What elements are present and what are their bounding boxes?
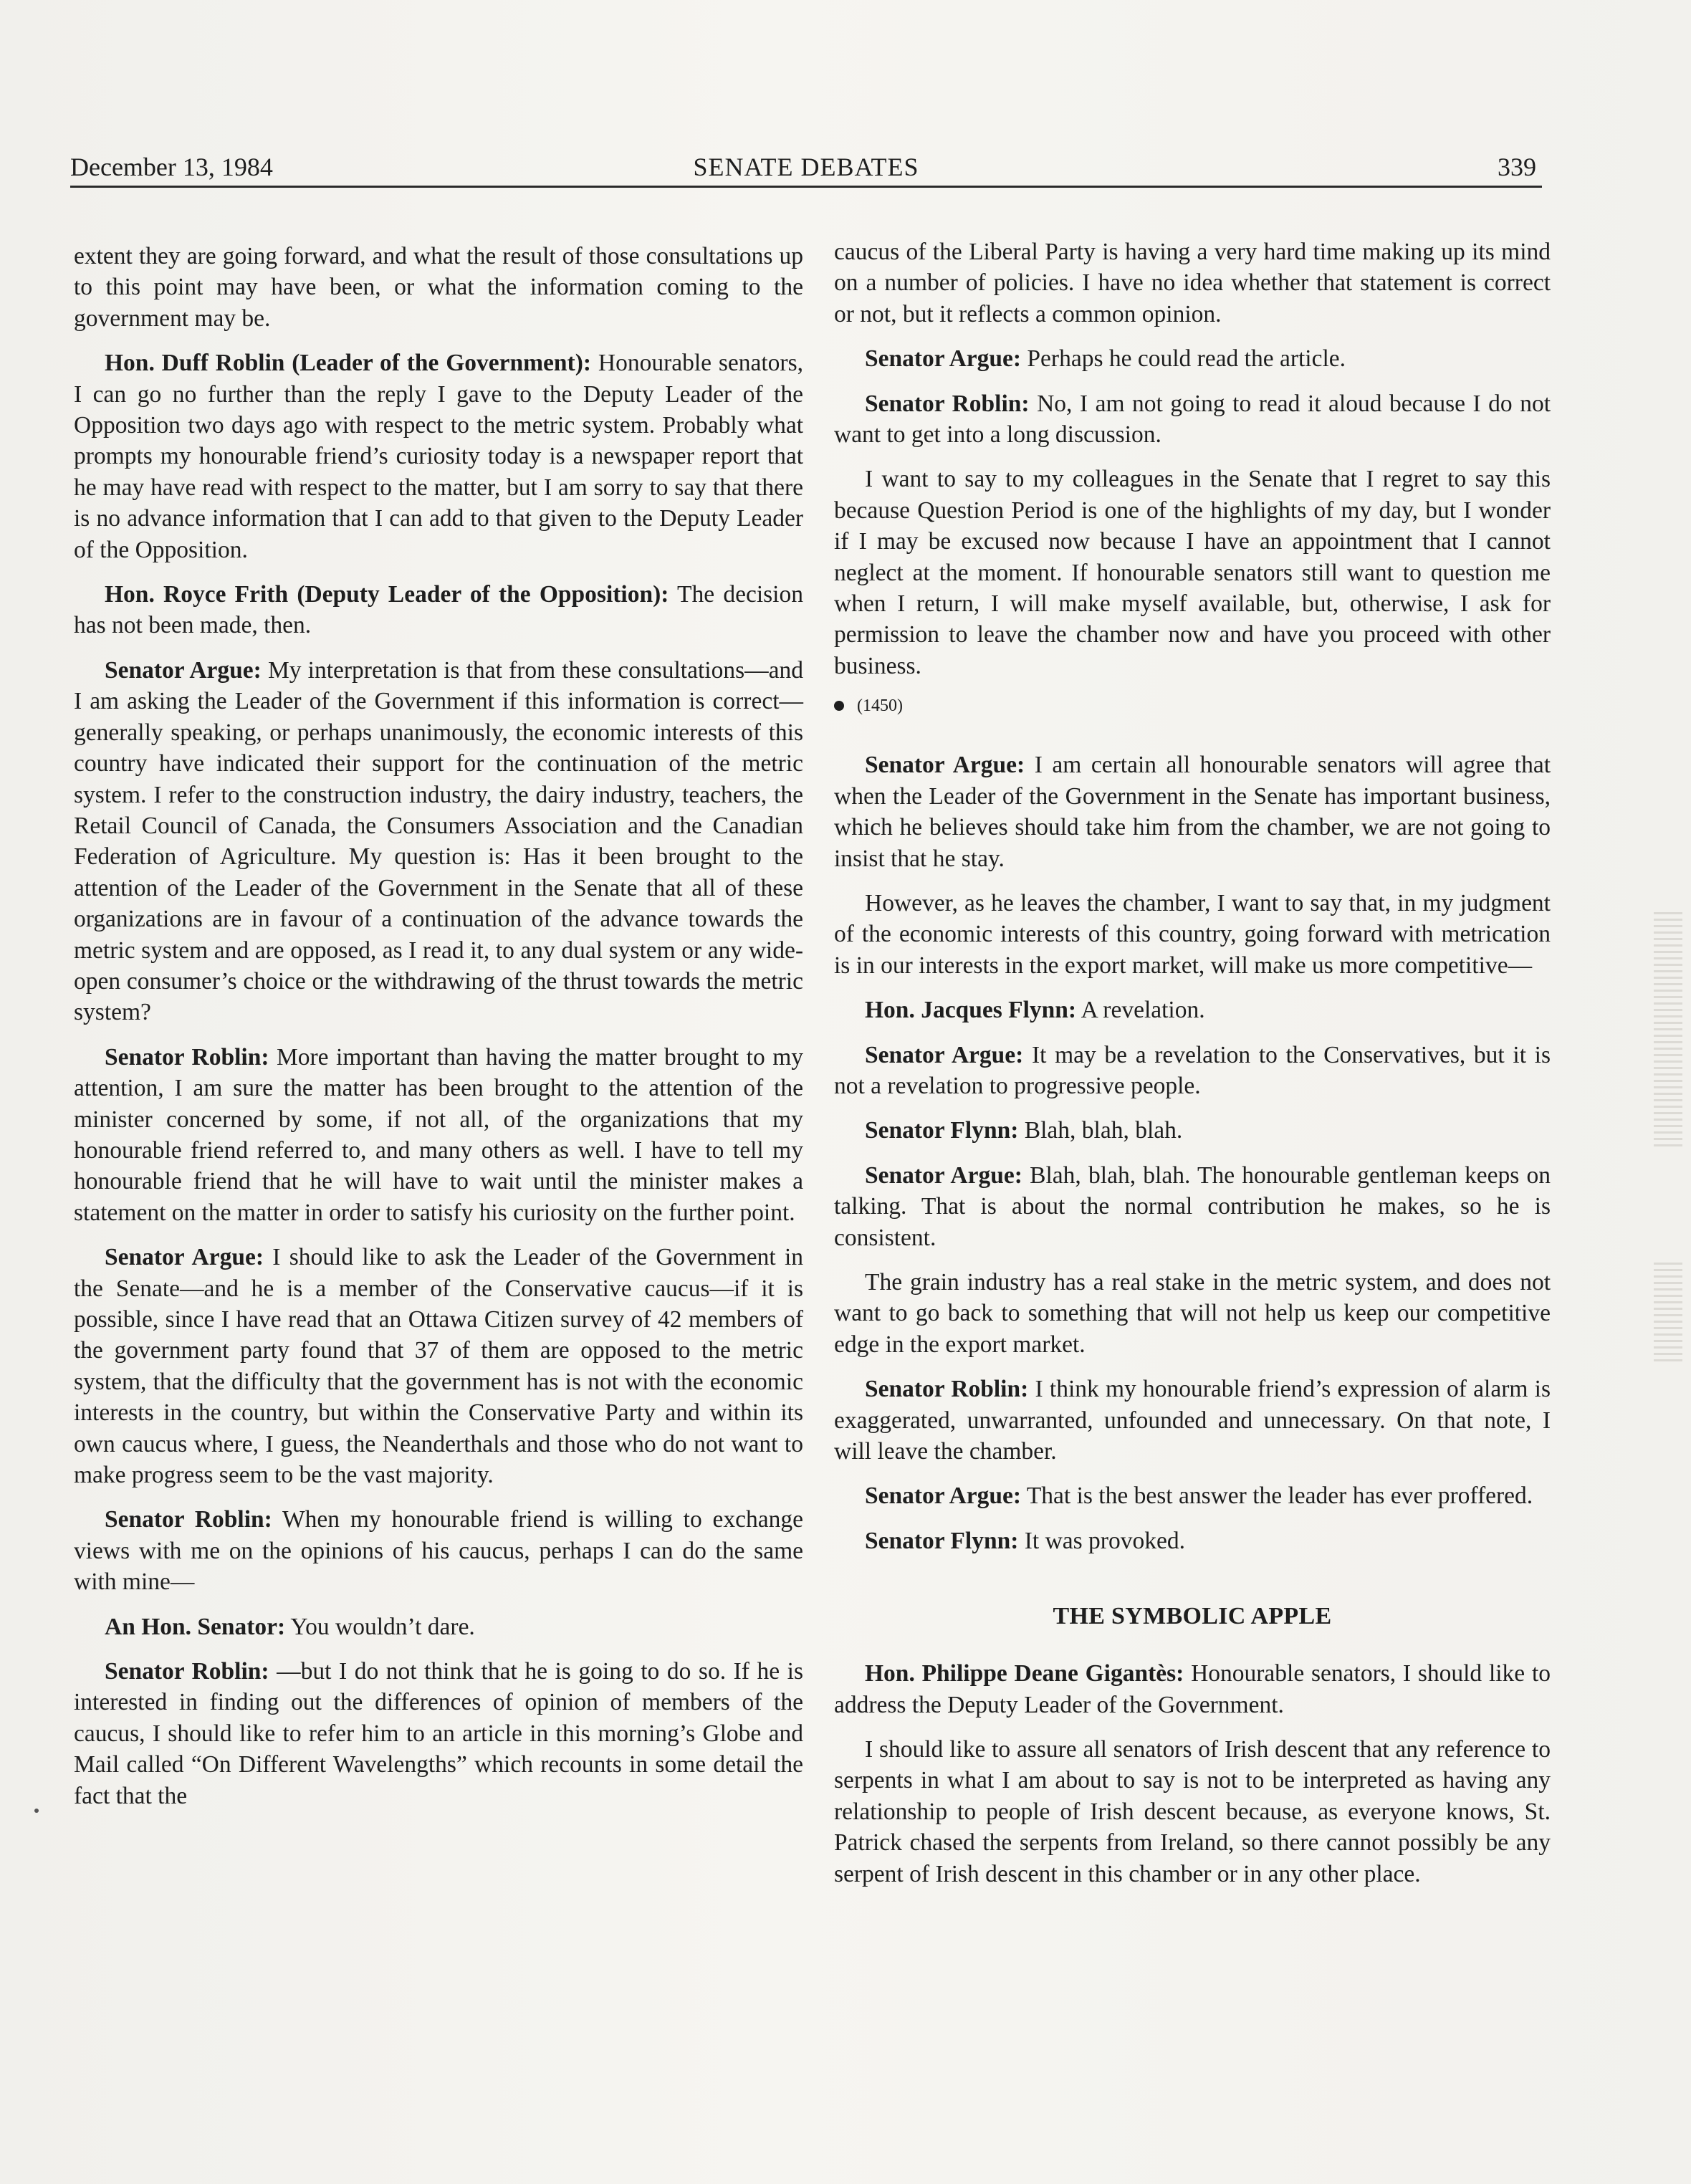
paragraph [834,1658,1551,1720]
paragraph [74,1042,803,1228]
paragraph-text: The grain industry has a real stake in the metric system, and does not want to go back to something that will not help us keep our competitive edge in the export market. [834,1268,1551,1358]
left-column [74,241,803,1825]
speaker-name: Senator Argue: [865,1483,1022,1510]
speaker-name: Senator Argue: [105,1244,264,1271]
paragraph [834,995,1551,1025]
paragraph [834,388,1551,451]
paragraph-text: I am certain all honourable senators will agree that when the Leader of the Government in the Senate has important business, which he believes should take him from the chamber, we are not going to insist that he stay. [834,752,1551,872]
speaker-name: Senator Flynn: [865,1117,1019,1144]
paragraph [74,1242,803,1490]
paragraph-text: That is the best answer the leader has ever proffered. [1026,1483,1533,1510]
speaker-name: An Hon. Senator: [105,1613,286,1640]
paragraph-text: Honourable senators, I can go no further than the reply I gave to the Deputy Leader of the Opposition two days ago with respect to the metric system. Probably what prompts my honourable friend’s curiosity today is a newspaper report that he may have read with respect to the matter, but I am sorry to say that there is no advance information that I can add to that given to the Deputy Leader of the Opposition. [74,350,804,563]
paragraph [834,464,1551,681]
speaker-name: Hon. Philippe Deane Gigantès: [865,1660,1184,1687]
speaker-name: Senator Argue: [105,656,262,684]
speaker-name: Senator Argue: [865,345,1022,373]
paragraph [834,236,1551,330]
right-column [834,236,1551,1903]
paragraph [74,1611,803,1642]
paragraph [834,749,1551,874]
paragraph-text: It was provoked. [1024,1527,1185,1554]
paragraph [834,888,1551,981]
paragraph-text: —but I do not think that he is going to do so. If he is interested in finding out the differences of opinion of members of the caucus, I should like to refer him to an article in this morning’s Globe and Mail called “On Different Wavelengths” which recounts in some detail the fact that the [74,1658,803,1809]
paragraph-text: You wouldn’t dare. [290,1613,475,1640]
speaker-name: Senator Roblin: [105,1043,269,1071]
paragraph-text: My interpretation is that from these consultations—and I am asking the Leader of the Government if this information is correct—generally speaking, or perhaps unanimously, the economic interests of this country have indicated their support for the continuation of the metric system. I refer to the construction industry, the dairy industry, teachers, the Retail Council of Canada, the Consumers Association and the Canadian Federation of Agriculture. My question is: Has it been brought to the attention of the Leader of the Government in the Senate that all of these organizations are in favour of a continuation of the advance towards the metric system and are opposed, as I read it, to any dual system or any wide-open consumer’s choice or the withdrawing of the thrust towards the metric system? [74,656,804,1026]
time-marker-text: (1450) [857,696,903,716]
speaker-name: Hon. Jacques Flynn: [865,997,1077,1024]
paragraph-text: extent they are going forward, and what the result of those consultations up to this point may have been, or what the information coming to the government may be. [74,243,803,332]
paragraph-text: More important than having the matter brought to my attention, I am sure the matter has been brought to the attention of the minister concerned by some, if not all, of the organizations that my honourable friend referred to, and many others as well. I have to tell my honourable friend that he will have to wait until the minister makes a statement on the matter in order to satisfy his curiosity on the further point. [74,1043,803,1226]
paragraph-text: I want to say to my colleagues in the Senate that I regret to say this because Question Period is one of the highlights of my day, but I wonder if I may be excused now because I have an appointment that I cannot neglect at the moment. If honourable senators still want to question me when I return, I will make myself available, but, otherwise, I ask for permission to leave the chamber now and have you proceed with other business. [834,466,1551,679]
paragraph [74,579,803,641]
paragraph-text: I should like to ask the Leader of the Government in the Senate—and he is a member of the Conservative caucus—if it is possible, since I have read that an Ottawa Citizen survey of 42 members of the government party found that 37 of them are opposed to the metric system, that the difficulty that the government has is not with the economic interests in the country, but within the Conservative Party and within its own caucus where, I guess, the Neanderthals and those who do not want to make progress seem to be the vast majority. [74,1244,804,1489]
paragraph [74,1656,803,1811]
paragraph [74,655,803,1028]
scan-edge-texture [1654,1261,1682,1361]
paragraph-text: A revelation. [1081,997,1205,1024]
paragraph [74,1504,803,1597]
paragraph [834,1040,1551,1102]
paragraph [834,343,1551,374]
paragraph-text: The decision has not been made, then. [74,581,803,639]
paragraph [74,241,803,334]
paragraph-text: I should like to assure all senators of Irish descent that any reference to serpents in what I am about to say is not to be interpreted as having any relationship to people of Irish descent because, as everyone knows, St. Patrick chased the serpents from Ireland, so there cannot possibly be any serpent of Irish descent in this chamber or in any other place. [834,1736,1551,1887]
paragraph [74,348,803,565]
paragraph-text: caucus of the Liberal Party is having a very hard time making up its mind on a number of policies. I have no idea whether that statement is correct or not, but it reflects a common opinion. [834,239,1551,327]
running-header [70,149,1542,185]
bullet-icon [834,701,844,711]
scan-speck [34,1809,39,1813]
paragraph-text: Honourable senators, I should like to address the Deputy Leader of the Government. [834,1660,1551,1718]
speaker-name: Hon. Duff Roblin (Leader of the Government): [105,350,592,377]
speaker-name: Senator Roblin: [865,390,1030,417]
speaker-name: Senator Roblin: [865,1376,1029,1403]
paragraph-text: However, as he leaves the chamber, I want to say that, in my judgment of the economic interests of this country, going forward with metrication is in our interests in the export market, will make us more competitive— [834,889,1551,979]
speaker-name: Senator Argue: [865,1041,1024,1068]
speaker-name: Senator Flynn: [865,1527,1019,1554]
paragraph [834,1267,1551,1360]
speaker-name: Hon. Royce Frith (Deputy Leader of the Opposition): [105,581,669,608]
paragraph-text: Perhaps he could read the article. [1027,345,1346,373]
time-marker [834,695,1551,717]
speaker-name: Senator Roblin: [105,1658,269,1685]
speaker-name: Senator Argue: [865,1162,1022,1189]
paragraph-text: Blah, blah, blah. The honourable gentleman keeps on talking. That is about the normal contribution he makes, so he is consistent. [834,1162,1551,1251]
paragraph [834,1374,1551,1467]
paragraph [834,1480,1551,1511]
paragraph-text: It may be a revelation to the Conservatives, but it is not a revelation to progressive people. [834,1041,1551,1099]
section-heading: THE SYMBOLIC APPLE [1053,1603,1332,1630]
header-page-number: 339 [1498,153,1536,181]
paragraph [834,1526,1551,1556]
speaker-name: Senator Roblin: [105,1506,272,1533]
header-rule [70,186,1542,188]
header-title: SENATE DEBATES [693,153,919,181]
scan-edge-texture [1654,910,1682,1146]
header-date: December 13, 1984 [70,153,273,181]
paragraph [834,1734,1551,1890]
speaker-name: Senator Argue: [865,752,1025,779]
paragraph-text: Blah, blah, blah. [1024,1117,1183,1144]
paragraph [834,1115,1551,1146]
paragraph-text: When my honourable friend is willing to exchange views with me on the opinions of his caucus, perhaps I can do the same with mine— [74,1506,803,1596]
paragraph [834,1160,1551,1253]
paragraph-text: I think my honourable friend’s expression of alarm is exaggerated, unwarranted, unfounded and unnecessary. On that note, I will leave the chamber. [834,1376,1551,1465]
paragraph-text: No, I am not going to read it aloud because I do not want to get into a long discussion. [834,390,1551,449]
